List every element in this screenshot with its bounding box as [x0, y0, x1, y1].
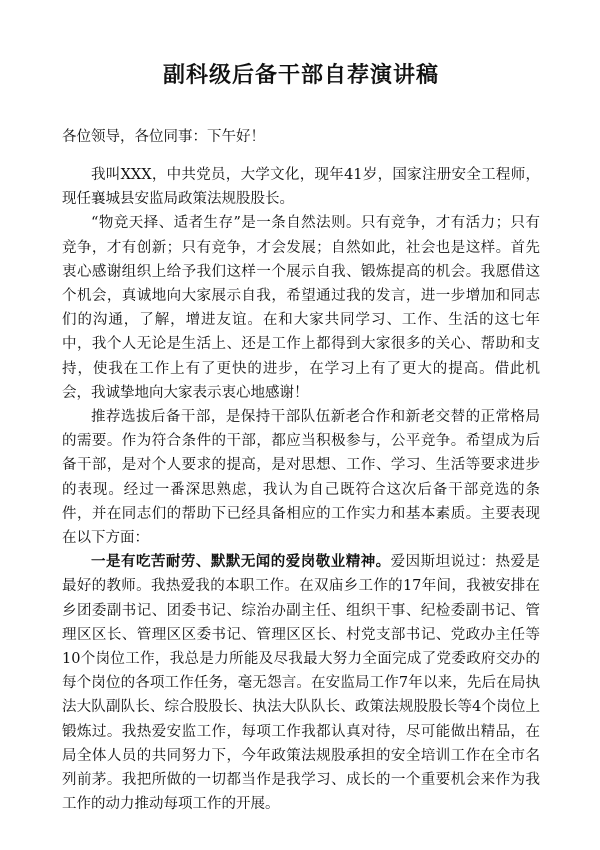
- paragraph-text: 我叫XXX，中共党员，大学文化，现年41岁，国家注册安全工程师，现任襄城县安监局政策法规股股长。: [62, 167, 540, 208]
- document-title: 副科级后备干部自荐演讲稿: [162, 63, 439, 88]
- paragraph-lead: 一是有吃苦耐劳、默默无闻的爱岗敬业精神。: [91, 553, 391, 571]
- paragraph-text: 爱因斯坦说过：热爱是最好的教师。我热爱我的本职工作。在双庙乡工作的17年间，我被安排在乡团委副书记、团委书记、综治办副主任、组织干事、纪检委副书记、管理区区长、管理区区委书记、管理区区长、村党支部书记、党政办主任等10个岗位工作，我总是力所能及尽我最大努力全面完成了党委政府交办的每个岗位的各项工作任务，毫无怨言。在安监局工作7年以来，先后在局执法大队副队长、综合股股长、执法大队队长、政策法规股股长等4个岗位上锻炼过。我热爱安监工作，每项工作我都认真对待，尽可能做出精品，在局全体人员的共同努力下，今年政策法规股承担的安全培训工作在全市名列前茅。我把所做的一切都当作是我学习、成长的一个重要机会来作为我工作的动力推动每项工作的开展。: [62, 554, 541, 813]
- paragraph-intro: [62, 163, 540, 211]
- greeting-line: 各位领导，各位同事：下午好！: [62, 129, 265, 145]
- paragraph-dedication: [62, 550, 540, 816]
- paragraph-text: “物竞天择、适者生存”是一条自然法则。只有竞争，才有活力；只有竞争，才有创新；只有竞争，才会发展；自然如此，社会也是这样。首先衷心感谢组织上给予我们这样一个展示自我、锻炼提高的机会。我愿借这个机会，真诚地向大家展示自我，希望通过我的发言，进一步增加和同志们的沟通，了解，增进友谊。在和大家共同学习、工作、生活的这七年中，我个人无论是生活上、还是工作上都得到大家很多的关心、帮助和支持，使我在工作上有了更快的进步，在学习上有了更大的提高。借此机会，我诚挚地向大家表示衷心地感谢！: [62, 215, 540, 401]
- paragraph-competition: [62, 211, 540, 405]
- paragraph-text: 推荐选拔后备干部，是保持干部队伍新老合作和新老交替的正常格局的需要。作为符合条件的干部，都应当积极参与，公平竞争。希望成为后备干部，是对个人要求的提高，是对思想、工作、学习、生活等要求进步的表现。经过一番深思熟虑，我认为自己既符合这次后备干部竞选的条件，并在同志们的帮助下已经具备相应的工作实力和基本素质。主要表现在以下方面：: [62, 409, 540, 547]
- paragraph-reserve-cadre: [62, 405, 540, 550]
